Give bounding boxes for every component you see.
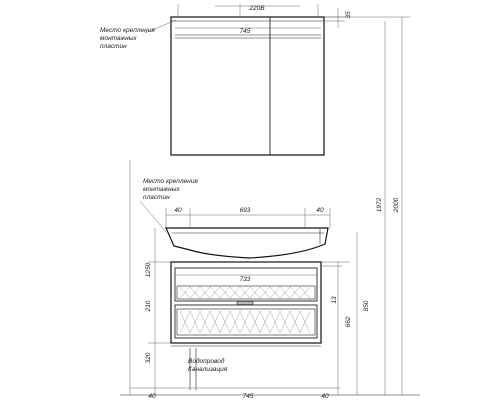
top-offset-label: 35 (345, 11, 352, 19)
top-drawer (175, 268, 317, 301)
left-offset-label: 40 (174, 207, 182, 214)
top-drawer-pattern-b (180, 287, 310, 298)
mount-top-line2: монтажных (100, 35, 137, 42)
basin-dim-row (166, 207, 330, 228)
mount-callout-top (100, 20, 176, 50)
mount-callout-mid (140, 178, 198, 232)
height-210-label: 210 (145, 300, 152, 312)
height-320-label: 320 (145, 352, 152, 364)
height-850-label: 850 (363, 300, 370, 312)
mount-mid-line3: пластин (143, 194, 170, 201)
mount-mid-leader (140, 201, 166, 232)
power-label: 220В (249, 5, 265, 12)
vanity-unit (171, 262, 321, 346)
bottom-drawer-panel (177, 309, 315, 335)
pipes-callout (188, 348, 228, 390)
mount-mid-line2: монтажных (143, 186, 180, 193)
mirror-cabinet (171, 4, 352, 155)
height-1250-label: 1250 (145, 262, 152, 278)
bottom-right-label: 40 (321, 393, 329, 400)
water-supply-label: Водопровод (188, 358, 225, 365)
height-1972-label: 1972 (376, 197, 383, 213)
basin-width-label: 693 (239, 207, 251, 214)
drawer-handle (237, 302, 253, 304)
mount-top-line3: пластин (100, 43, 127, 50)
top-drawer-panel (177, 286, 315, 299)
bottom-width-label: 745 (242, 393, 254, 400)
mount-top-line1: Место крепления (100, 27, 155, 34)
bottom-dims (130, 388, 340, 400)
right-dims (321, 17, 410, 395)
basin-outline (166, 228, 328, 258)
basin (166, 228, 328, 258)
vanity-outline (171, 262, 321, 343)
mirror-width-label: 745 (239, 28, 251, 35)
gap-13-label: 13 (331, 296, 338, 304)
left-dims (145, 228, 171, 395)
sewer-label: Канализация (188, 366, 228, 373)
mount-mid-line1: Место крепления (143, 178, 198, 185)
bottom-drawer-pattern-b (180, 311, 310, 333)
drawer-width-label: 733 (239, 276, 251, 283)
bottom-left-label: 40 (148, 393, 156, 400)
height-2000-label: 2000 (393, 197, 400, 213)
height-662-label: 662 (345, 316, 352, 328)
right-offset-label: 40 (316, 207, 324, 214)
bottom-drawer (175, 305, 317, 338)
